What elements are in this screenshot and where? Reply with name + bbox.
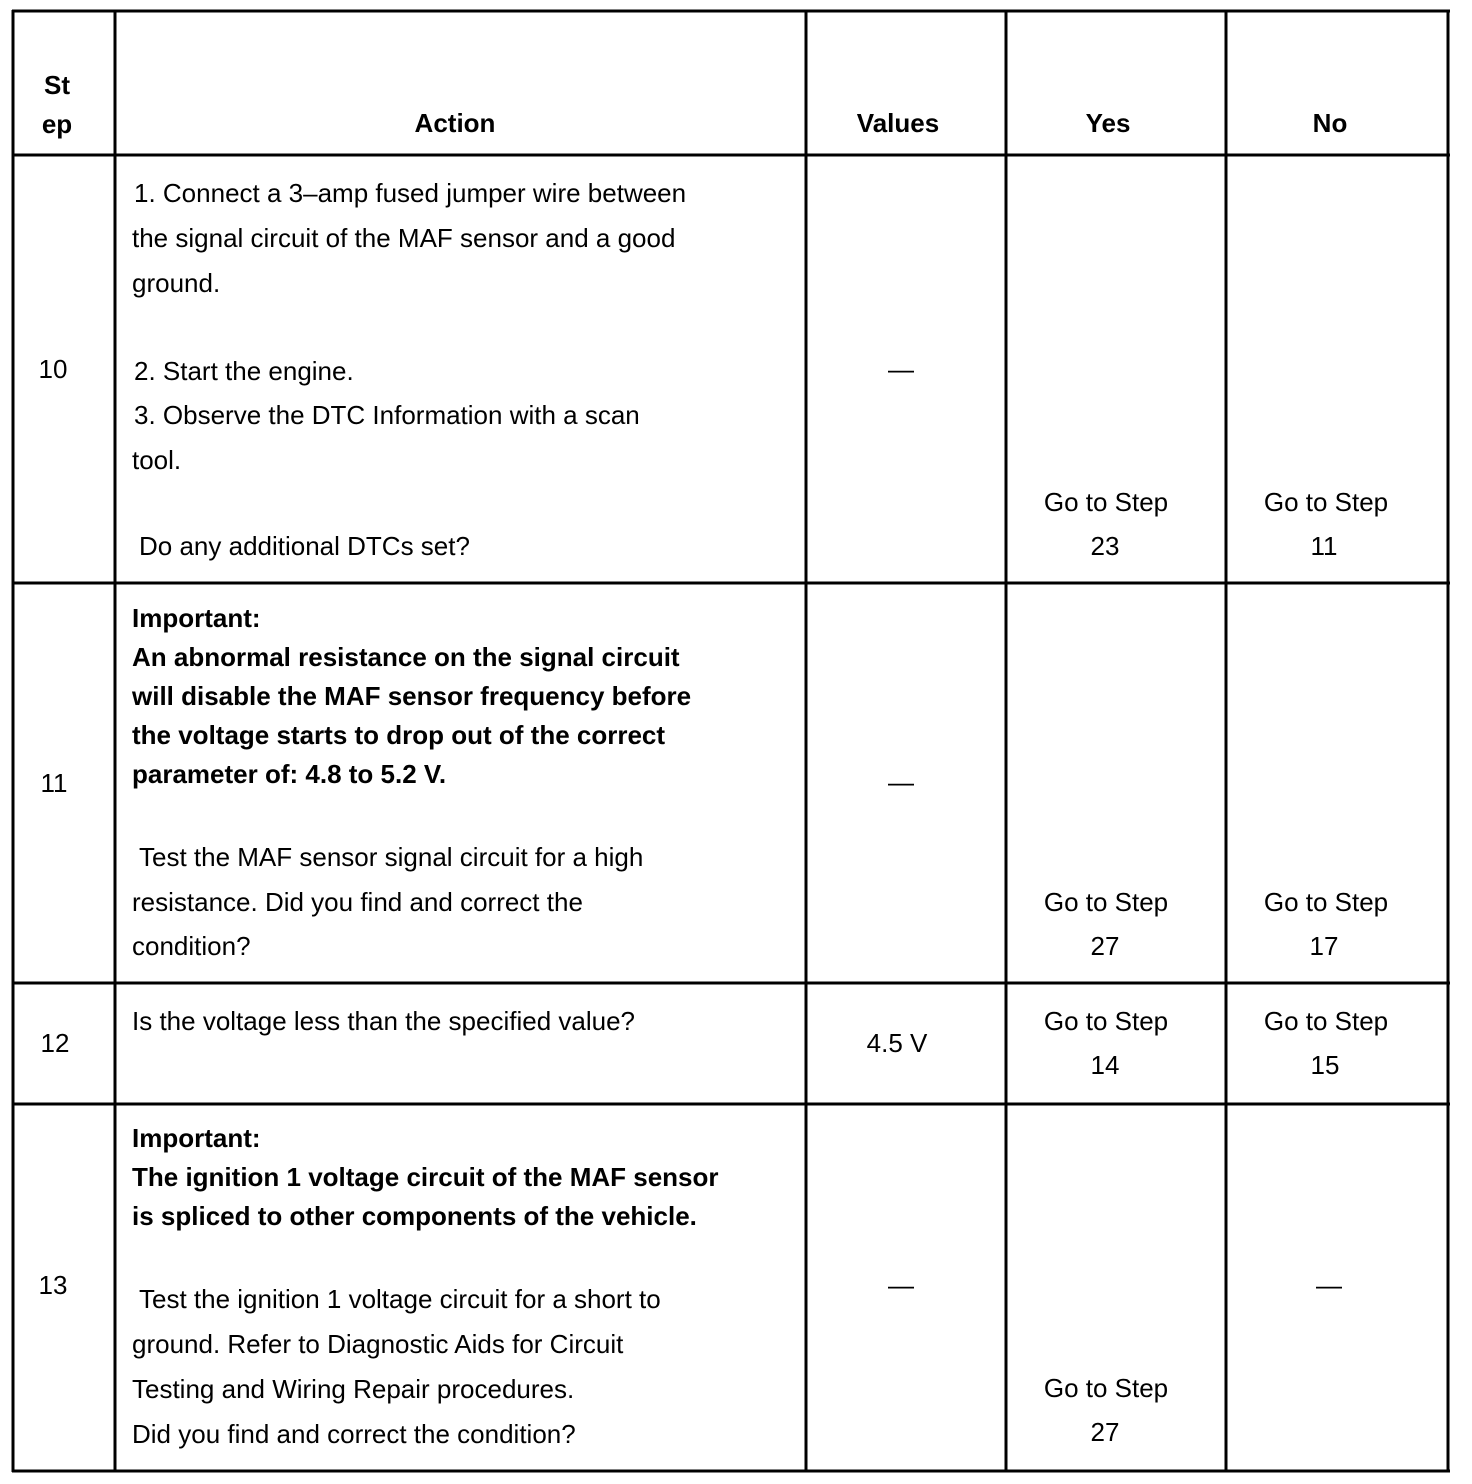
yes-step-number: 14 [1090,1050,1120,1080]
value-text: — [888,767,914,797]
important-label: Important: [132,1123,261,1153]
action-question: Is the voltage less than the specified value? [132,1006,635,1036]
action-text: tool. [132,445,182,475]
no-value: — [1316,1270,1342,1300]
yes-step-number: 23 [1090,531,1120,561]
step-number: 10 [38,354,68,384]
no-go-to-step: Go to Step [1263,1006,1389,1036]
action-text: resistance. Did you find and correct the [132,887,583,917]
yes-go-to-step: Go to Step [1043,1006,1169,1036]
header-values: Values [856,108,940,138]
important-note: will disable the MAF sensor frequency before [132,681,692,711]
action-text: Testing and Wiring Repair procedures. [132,1374,575,1404]
step-number: 13 [38,1270,68,1300]
action-text: 1. Connect a 3–amp fused jumper wire between [134,178,687,208]
no-step-number: 17 [1309,931,1339,961]
yes-step-number: 27 [1090,1417,1120,1447]
important-note: The ignition 1 voltage circuit of the MAF sensor [132,1162,719,1192]
header-step-line1: St [44,70,70,100]
action-text: 2. Start the engine. [134,356,354,386]
important-note: parameter of: 4.8 to 5.2 V. [132,759,447,789]
step-number: 11 [40,768,68,798]
value-text: — [888,354,914,384]
header-step-line2: ep [41,109,73,139]
value-text: — [888,1270,914,1300]
value-text: 4.5 V [866,1028,928,1058]
important-note: An abnormal resistance on the signal circuit [132,642,680,672]
action-text: the signal circuit of the MAF sensor and a good [132,223,676,253]
step-number: 12 [40,1028,70,1058]
important-label: Important: [132,603,261,633]
header-action: Action [414,108,496,138]
action-text: condition? [132,931,251,961]
action-text: Test the ignition 1 voltage circuit for a short to [139,1284,661,1314]
header-yes: Yes [1085,108,1131,138]
yes-go-to-step: Go to Step [1043,1373,1169,1403]
important-note: is spliced to other components of the vehicle. [132,1201,697,1231]
no-step-number: 15 [1310,1050,1340,1080]
no-step-number: 11 [1310,531,1338,561]
yes-go-to-step: Go to Step [1043,487,1169,517]
action-text: ground. Refer to Diagnostic Aids for Circuit [132,1329,624,1359]
yes-go-to-step: Go to Step [1043,887,1169,917]
no-go-to-step: Go to Step [1263,887,1389,917]
no-go-to-step: Go to Step [1263,487,1389,517]
action-text: ground. [132,268,221,298]
action-text: Test the MAF sensor signal circuit for a high [139,842,644,872]
action-question: Did you find and correct the condition? [132,1419,576,1449]
header-no: No [1312,108,1348,138]
action-question: Do any additional DTCs set? [139,531,470,561]
important-note: the voltage starts to drop out of the correct [132,720,666,750]
yes-step-number: 27 [1090,931,1120,961]
action-text: 3. Observe the DTC Information with a scan [134,400,640,430]
